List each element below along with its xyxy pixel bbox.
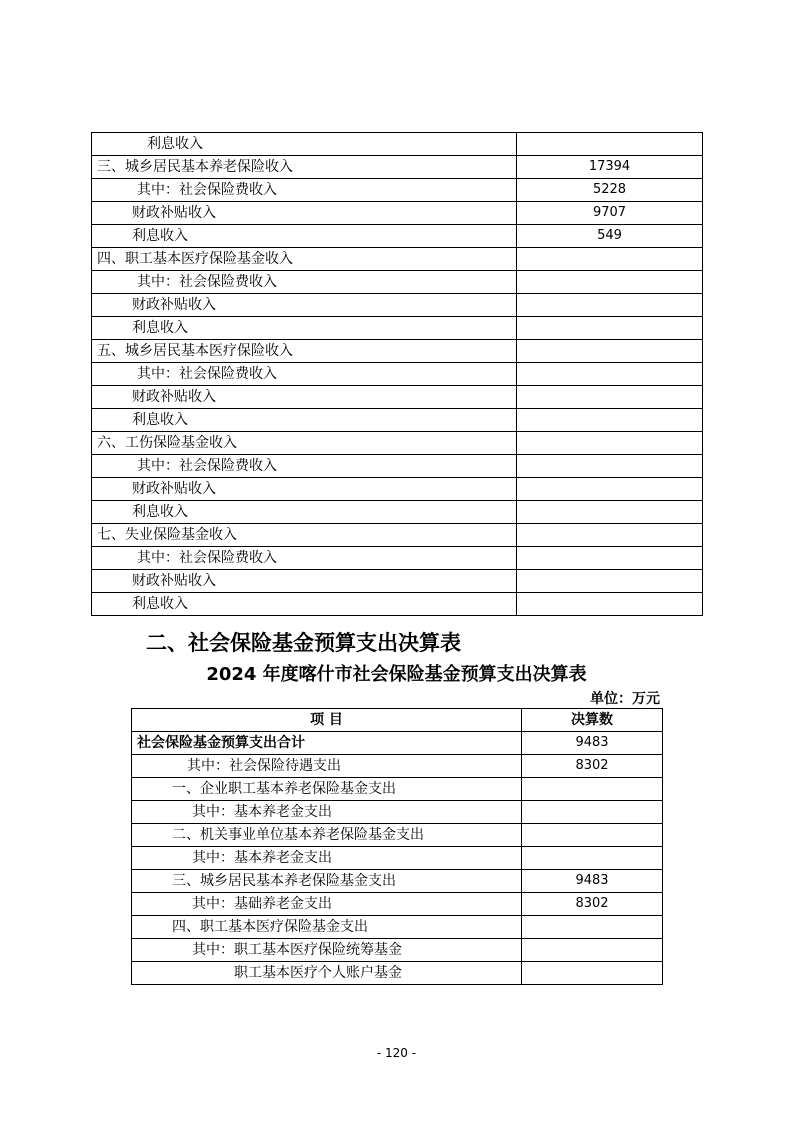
row-label: 财政补贴收入: [92, 202, 517, 225]
table-row: [92, 593, 703, 616]
row-label: 利息收入: [92, 133, 517, 156]
table-row: [92, 386, 703, 409]
table-row: [92, 478, 703, 501]
table-row: [132, 962, 663, 985]
row-label: 一、企业职工基本养老保险基金支出: [132, 778, 522, 801]
table-row: [132, 870, 663, 893]
row-value: [522, 939, 663, 962]
row-value: 17394: [517, 156, 703, 179]
row-label: 利息收入: [92, 593, 517, 616]
unit-label: 单位：万元: [590, 691, 660, 707]
row-value: [517, 524, 703, 547]
table-row: [92, 156, 703, 179]
table-row: [92, 248, 703, 271]
row-value: 9483: [522, 732, 663, 755]
expense-table: [131, 708, 663, 985]
income-table: [91, 132, 703, 616]
row-value: [517, 133, 703, 156]
table-row: [92, 271, 703, 294]
table-row: [132, 916, 663, 939]
table-row: [132, 778, 663, 801]
row-value: [517, 340, 703, 363]
table-row: [92, 202, 703, 225]
row-value: [517, 294, 703, 317]
row-label: 其中：基本养老金支出: [132, 847, 522, 870]
row-value: [522, 847, 663, 870]
row-value: 9483: [522, 870, 663, 893]
table-row: [132, 893, 663, 916]
row-label: 四、职工基本医疗保险基金收入: [92, 248, 517, 271]
page-number: - 120 -: [376, 1046, 417, 1060]
row-label: 财政补贴收入: [92, 478, 517, 501]
row-value: 9707: [517, 202, 703, 225]
row-value: 8302: [522, 755, 663, 778]
row-value: [522, 916, 663, 939]
row-value: [517, 409, 703, 432]
table-row: [92, 455, 703, 478]
table-row: [92, 363, 703, 386]
row-value: [517, 501, 703, 524]
row-value: [522, 801, 663, 824]
table-row: [92, 524, 703, 547]
table-row: [92, 570, 703, 593]
row-label: 其中：社会保险费收入: [92, 179, 517, 202]
row-value: 5228: [517, 179, 703, 202]
row-label: 财政补贴收入: [92, 294, 517, 317]
row-label: 财政补贴收入: [92, 570, 517, 593]
row-label: 其中：社会保险费收入: [92, 271, 517, 294]
row-label: 三、城乡居民基本养老保险基金支出: [132, 870, 522, 893]
row-label: 六、工伤保险基金收入: [92, 432, 517, 455]
column-header-amount: 决算数: [522, 709, 663, 732]
table-title: 2024 年度喀什市社会保险基金预算支出决算表: [206, 664, 587, 685]
table-row: [92, 409, 703, 432]
row-value: [517, 271, 703, 294]
table-row: [92, 317, 703, 340]
row-value: [517, 478, 703, 501]
table-row: [92, 225, 703, 248]
row-value: 549: [517, 225, 703, 248]
row-label: 二、机关事业单位基本养老保险基金支出: [132, 824, 522, 847]
row-label: 社会保险基金预算支出合计: [132, 732, 522, 755]
table-row: [132, 732, 663, 755]
row-label: 财政补贴收入: [92, 386, 517, 409]
row-label: 利息收入: [92, 409, 517, 432]
row-label: 三、城乡居民基本养老保险收入: [92, 156, 517, 179]
table-row: [92, 340, 703, 363]
row-label: 利息收入: [92, 317, 517, 340]
row-value: [517, 547, 703, 570]
table-row: [92, 432, 703, 455]
table-row: [132, 824, 663, 847]
row-value: [517, 432, 703, 455]
table-row: [92, 547, 703, 570]
table-row: [132, 801, 663, 824]
row-value: [517, 570, 703, 593]
row-value: [522, 824, 663, 847]
row-label: 其中：基础养老金支出: [132, 893, 522, 916]
row-label: 其中：社会保险费收入: [92, 363, 517, 386]
row-label: 利息收入: [92, 501, 517, 524]
table-row: [92, 179, 703, 202]
table-row: [132, 939, 663, 962]
row-value: [522, 778, 663, 801]
row-value: [517, 248, 703, 271]
row-value: [517, 386, 703, 409]
row-label: 其中：社会保险费收入: [92, 547, 517, 570]
row-label: 其中：基本养老金支出: [132, 801, 522, 824]
row-label: 七、失业保险基金收入: [92, 524, 517, 547]
row-value: [517, 363, 703, 386]
row-label: 四、职工基本医疗保险基金支出: [132, 916, 522, 939]
row-value: 8302: [522, 893, 663, 916]
row-label: 职工基本医疗个人账户基金: [132, 962, 522, 985]
table-row: [132, 847, 663, 870]
row-label: 利息收入: [92, 225, 517, 248]
row-value: [517, 593, 703, 616]
row-label: 其中：社会保险待遇支出: [132, 755, 522, 778]
table-header-row: [132, 709, 663, 732]
table-row: [92, 294, 703, 317]
row-label: 五、城乡居民基本医疗保险收入: [92, 340, 517, 363]
table-row: [92, 501, 703, 524]
row-value: [517, 317, 703, 340]
column-header-item: 项 目: [132, 709, 522, 732]
table-row: [92, 133, 703, 156]
row-label: 其中：社会保险费收入: [92, 455, 517, 478]
section-heading: 二、社会保险基金预算支出决算表: [146, 630, 461, 655]
row-value: [522, 962, 663, 985]
row-label: 其中：职工基本医疗保险统筹基金: [132, 939, 522, 962]
row-value: [517, 455, 703, 478]
table-row: [132, 755, 663, 778]
